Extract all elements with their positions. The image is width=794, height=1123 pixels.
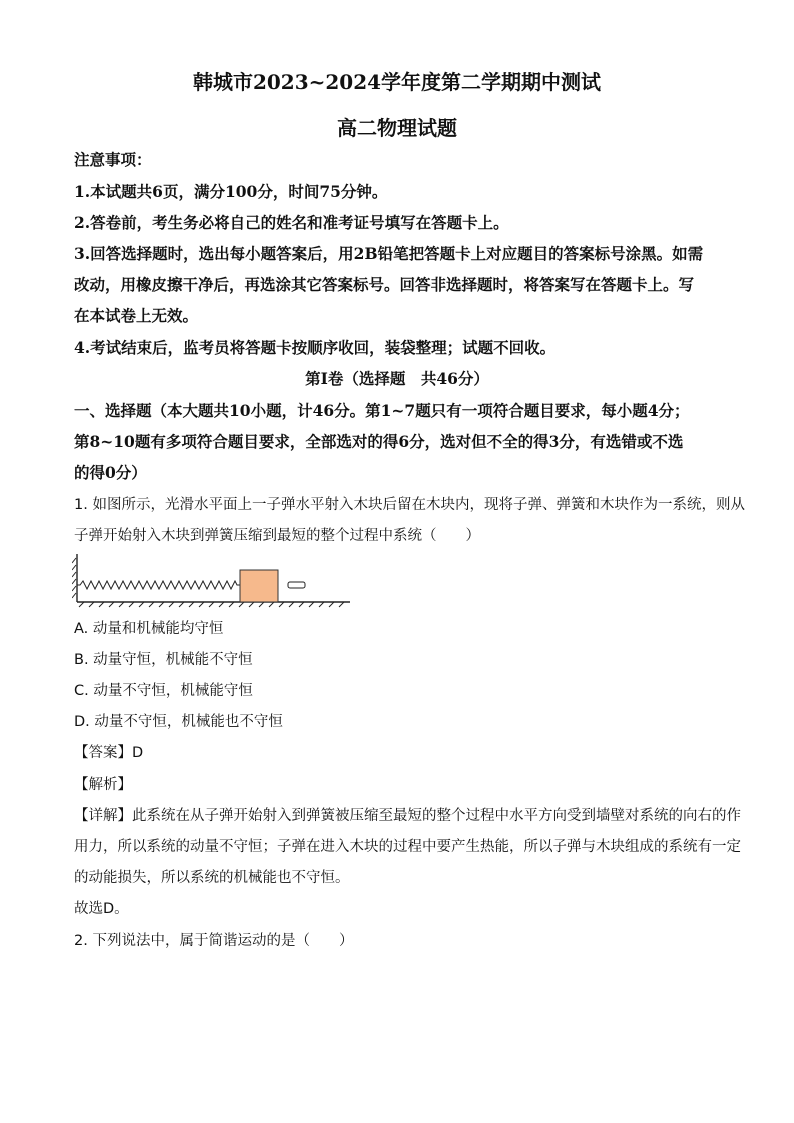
q1-detail-line-3: 的动能损失，所以系统的机械能也不守恒。 — [74, 870, 350, 886]
spring — [77, 581, 240, 589]
q1-stem-line-2: 子弹开始射入木块到弹簧压缩到最短的整个过程中系统（ ） — [74, 528, 480, 544]
q1-option-d: D. 动量不守恒，机械能也不守恒 — [74, 714, 283, 730]
q1-detail-line-1: 【详解】此系统在从子弹开始射入到弹簧被压缩至最短的整个过程中水平方向受到墙壁对系统的向右的作 — [74, 808, 741, 824]
bullet — [288, 582, 305, 588]
spring-block-bullet-figure — [72, 552, 354, 610]
exam-subtitle: 高二物理试题 — [337, 116, 457, 140]
q1-option-b: B. 动量守恒，机械能不守恒 — [74, 652, 253, 668]
q1-analysis-heading: 【解析】 — [74, 777, 132, 793]
q2-stem: 2. 下列说法中，属于简谐运动的是（ ） — [74, 933, 354, 949]
notice-item-3-line-1: 3.回答选择题时，选出每小题答案后，用2B铅笔把答题卡上对应题目的答案标号涂黑。如需 — [74, 244, 704, 263]
exam-title: 韩城市2023~2024学年度第二学期期中测试 — [192, 70, 602, 94]
floor-hatch — [79, 602, 344, 607]
q1-option-a: A. 动量和机械能均守恒 — [74, 621, 224, 637]
section-intro-line-2: 第8~10题有多项符合题目要求，全部选对的得6分，选对但不全的得3分，有选错或不选 — [74, 432, 684, 451]
wooden-block — [240, 570, 278, 602]
section-intro-line-1: 一、选择题（本大题共10小题，计46分。第1~7题只有一项符合题目要求，每小题4分； — [74, 401, 690, 420]
q1-option-c: C. 动量不守恒，机械能守恒 — [74, 683, 253, 699]
notice-item-2: 2.答卷前，考生务必将自己的姓名和准考证号填写在答题卡上。 — [74, 213, 509, 232]
notice-item-3-line-3: 在本试卷上无效。 — [74, 306, 199, 325]
q1-conclusion: 故选D。 — [74, 901, 129, 917]
q1-answer: 【答案】D — [74, 745, 144, 761]
notice-item-1: 1.本试题共6页，满分100分，时间75分钟。 — [74, 182, 388, 201]
section-title: 第Ⅰ卷（选择题 共46分） — [305, 369, 489, 388]
notice-item-3-line-2: 改动，用橡皮擦干净后，再选涂其它答案标号。回答非选择题时，将答案写在答题卡上。写 — [74, 275, 695, 294]
notice-item-4: 4.考试结束后，监考员将答题卡按顺序收回，装袋整理；试题不回收。 — [74, 338, 556, 357]
wall-hatch — [72, 558, 76, 598]
section-intro-line-3: 的得0分） — [74, 463, 147, 482]
q1-detail-line-2: 用力，所以系统的动量不守恒；子弹在进入木块的过程中要产生热能，所以子弹与木块组成的系统有一定 — [74, 839, 741, 855]
q1-stem-line-1: 1. 如图所示，光滑水平面上一子弹水平射入木块后留在木块内，现将子弹、弹簧和木块作为一系统，则从 — [74, 497, 745, 513]
notice-heading: 注意事项： — [74, 150, 152, 169]
